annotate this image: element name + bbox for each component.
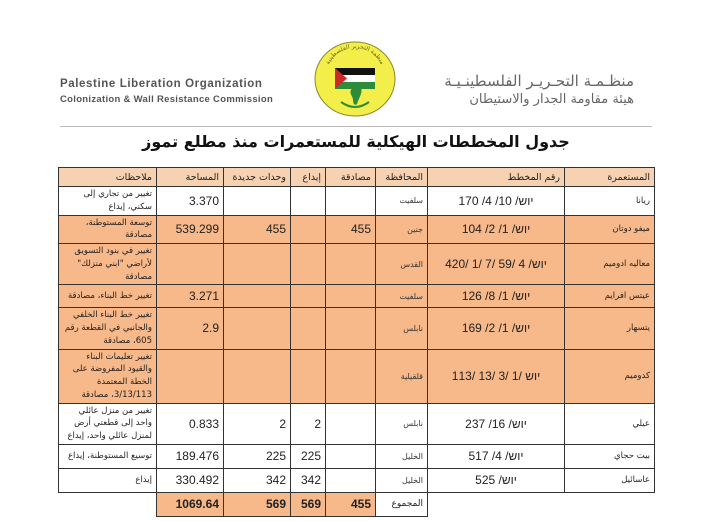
document-title: جدول المخططات الهيكلية للمستعمرات منذ مطلع تموز	[142, 132, 570, 151]
plan-number-cell: 420/ 1/ 7/ 59/ 4 /יוש	[428, 244, 565, 285]
deposit-cell	[291, 187, 326, 216]
table-row	[59, 308, 655, 349]
org-ar-line1: منظـمـة التحـريـر الفلسطينـيـة	[444, 72, 634, 90]
header-divider	[60, 126, 652, 127]
notes-cell: توسيع المستوطنة، إيداع	[59, 444, 157, 468]
org-en-line1: Palestine Liberation Organization	[60, 78, 263, 90]
new-units-cell: 225	[224, 444, 291, 468]
area-cell: 3.271	[157, 285, 224, 308]
governorate-cell: سلفيت	[376, 187, 428, 216]
notes-cell: توسعة المستوطنة، مصادقة	[59, 215, 157, 244]
deposit-cell	[291, 215, 326, 244]
area-cell: 2.9	[157, 308, 224, 349]
approval-cell	[326, 468, 376, 492]
total-area: 1069.64	[157, 492, 224, 516]
deposit-cell	[291, 244, 326, 285]
area-cell: 0.833	[157, 403, 224, 444]
table-row	[59, 187, 655, 216]
area-cell: 539.299	[157, 215, 224, 244]
approval-cell	[326, 403, 376, 444]
deposit-cell: 2	[291, 403, 326, 444]
governorate-cell: نابلس	[376, 308, 428, 349]
emblem-text: منظمة التحرير الفلسطينية	[324, 42, 386, 66]
plan-number-cell: 113/ 13/ 3/ 1/ יוש	[428, 349, 565, 403]
notes-cell: تغيير تعليمات البناء والقيود المفروضة على الخطة المعتمدة 3/13/113، مصادقة	[59, 349, 157, 403]
governorate-cell: نابلس	[376, 403, 428, 444]
approval-cell	[326, 308, 376, 349]
governorate-cell: القدس	[376, 244, 428, 285]
settlement-cell: ريانا	[565, 187, 655, 216]
total-row	[59, 492, 655, 516]
total-units: 569	[224, 492, 291, 516]
notes-cell: تغيير من تجاري إلى سكني، إيداع	[59, 187, 157, 216]
approval-cell	[326, 244, 376, 285]
col-deposit: إيداع	[291, 168, 326, 187]
total-deposit: 569	[291, 492, 326, 516]
settlement-cell: عيلي	[565, 403, 655, 444]
settlement-cell: بيت حجاي	[565, 444, 655, 468]
approval-cell	[326, 187, 376, 216]
org-en-line2: Colonization & Wall Resistance Commission	[60, 94, 274, 105]
governorate-cell: قلقيلية	[376, 349, 428, 403]
deposit-cell	[291, 349, 326, 403]
governorate-cell: جنين	[376, 215, 428, 244]
settlement-cell: معاليه ادوميم	[565, 244, 655, 285]
new-units-cell	[224, 308, 291, 349]
deposit-cell: 342	[291, 468, 326, 492]
deposit-cell: 225	[291, 444, 326, 468]
plan-number-cell: 104 /2 /1 /יוש	[428, 215, 565, 244]
settlement-cell: يتسهار	[565, 308, 655, 349]
area-cell	[157, 349, 224, 403]
col-governorate: المحافظة	[376, 168, 428, 187]
area-cell	[157, 244, 224, 285]
settlement-cell: كدوميم	[565, 349, 655, 403]
col-notes: ملاحظات	[59, 168, 157, 187]
notes-cell: تغيير خط البناء، مصادقة	[59, 285, 157, 308]
deposit-cell	[291, 308, 326, 349]
plan-number-cell: 170 /4 /10 /יוש	[428, 187, 565, 216]
col-new-units: وحدات جديدة	[224, 168, 291, 187]
approval-cell: 455	[326, 215, 376, 244]
col-approval: مصادقة	[326, 168, 376, 187]
org-name-english	[60, 78, 310, 105]
governorate-cell: سلفيت	[376, 285, 428, 308]
plan-number-cell: 237 /16 /יוש	[428, 403, 565, 444]
approval-cell	[326, 444, 376, 468]
total-blank	[428, 492, 655, 516]
governorate-cell: الخليل	[376, 444, 428, 468]
col-plan-number: رقم المخطط	[428, 168, 565, 187]
total-approval: 455	[326, 492, 376, 516]
table-row	[59, 403, 655, 444]
new-units-cell	[224, 285, 291, 308]
settlement-plans-table	[58, 167, 655, 517]
deposit-cell	[291, 285, 326, 308]
settlement-cell: ميفو دوتان	[565, 215, 655, 244]
new-units-cell: 455	[224, 215, 291, 244]
new-units-cell	[224, 244, 291, 285]
table-row	[59, 444, 655, 468]
table-header-row	[59, 168, 655, 187]
plan-number-cell: 525 /יוש	[428, 468, 565, 492]
table-row	[59, 468, 655, 492]
org-name-arabic	[414, 72, 634, 107]
table-row	[59, 215, 655, 244]
area-cell: 3.370	[157, 187, 224, 216]
approval-cell	[326, 285, 376, 308]
area-cell: 189.476	[157, 444, 224, 468]
table-row	[59, 285, 655, 308]
new-units-cell	[224, 349, 291, 403]
total-label: المجموع	[376, 492, 428, 516]
plo-emblem-icon	[313, 40, 397, 118]
notes-cell: تغيير في بنود التسويق لأراضي "ابني منزلك" مصادقة	[59, 244, 157, 285]
approval-cell	[326, 349, 376, 403]
table-row	[59, 349, 655, 403]
notes-cell: تغيير من منزل عائلي واحد إلى قطعتي أرض لمنزل عائلي واحد، إيداع	[59, 403, 157, 444]
org-ar-line2: هيئة مقاومة الجدار والاستيطان	[469, 92, 634, 107]
plan-number-cell: 169 /2 /1 /יוש	[428, 308, 565, 349]
col-area: المساحة	[157, 168, 224, 187]
settlement-cell: عاسائيل	[565, 468, 655, 492]
total-blank-notes	[59, 492, 157, 516]
governorate-cell: الخليل	[376, 468, 428, 492]
area-cell: 330.492	[157, 468, 224, 492]
table-row	[59, 244, 655, 285]
new-units-cell: 342	[224, 468, 291, 492]
plan-number-cell: 126 /8 /1 /יוש	[428, 285, 565, 308]
col-settlement: المستعمرة	[565, 168, 655, 187]
plan-number-cell: 517 /4 /יוש	[428, 444, 565, 468]
new-units-cell	[224, 187, 291, 216]
new-units-cell: 2	[224, 403, 291, 444]
notes-cell: إيداع	[59, 468, 157, 492]
notes-cell: تغيير خط البناء الخلفي والجانبي في القطعة رقم 605، مصادقة	[59, 308, 157, 349]
settlement-cell: عيتس افرايم	[565, 285, 655, 308]
